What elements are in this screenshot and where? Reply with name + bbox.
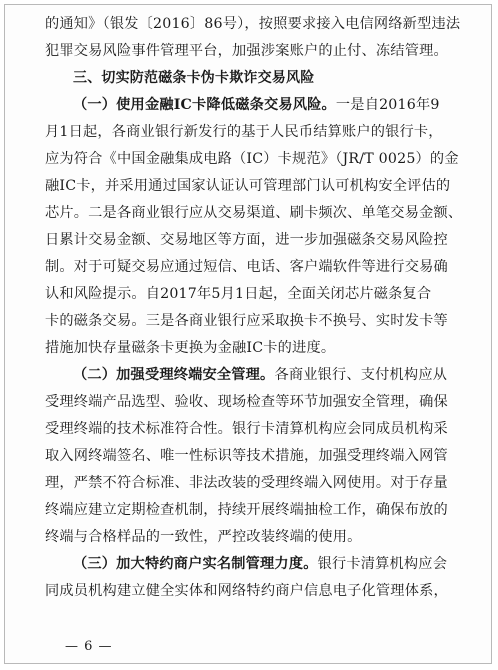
- text-line: 理，严禁不符合标准、非法改装的受理终端入网使用。对于存量: [45, 475, 448, 491]
- text-line: 制。对于可疑交易应通过短信、电话、客户端软件等进行交易确: [45, 259, 448, 275]
- text-line: 受理终端产品选型、验收、现场检查等环节加强安全管理，确保: [45, 394, 448, 410]
- text-line: 措施加快存量磁条卡更换为金融IC卡的进度。: [45, 340, 336, 356]
- subsection-heading: （一）使用金融IC卡降低磁条交易风险。: [73, 97, 336, 113]
- text-span: 银行卡清算机构应会: [317, 556, 448, 572]
- text-line: 终端应建立定期检查机制，持续开展终端抽检工作，确保布放的: [45, 502, 448, 518]
- text-line: 月1日起，各商业银行新发行的基于人民币结算账户的银行卡，: [45, 124, 443, 140]
- text-line: 犯罪交易风险事件管理平台，加强涉案账户的止付、冻结管理。: [45, 43, 448, 59]
- text-line: [45, 92, 475, 119]
- text-line: 日累计交易金额、交易地区等方面，进一步加强磁条交易风险控: [45, 232, 448, 248]
- text-line: [45, 551, 475, 578]
- text-line: 受理终端的技术标准符合性。银行卡清算机构应会同成员机构采: [45, 421, 448, 437]
- text-line: 取入网终端签名、唯一性标识等技术措施，加强受理终端入网管: [45, 448, 448, 464]
- subsection-heading: （三）加大特约商户实名制管理力度。: [73, 556, 318, 572]
- section-heading: 三、切实防范磁条卡伪卡欺诈交易风险: [73, 70, 315, 86]
- text-span: 一是自2016年9: [335, 97, 440, 113]
- text-line: [45, 362, 475, 389]
- text-line: 认和风险提示。自2017年5月1日起，全面关闭芯片磁条复合: [45, 286, 432, 302]
- text-line: 终端与合格样品的一致性，严控改装终端的使用。: [45, 529, 362, 545]
- document-page: [4, 4, 492, 664]
- text-line: 的通知》（银发〔2016〕86号），按照要求接入电信网络新型违法: [45, 16, 461, 32]
- text-span: 各商业银行、支付机构应从: [274, 367, 448, 383]
- text-line: 芯片。二是各商业银行应从交易渠道、刷卡频次、单笔交易金额、: [45, 205, 463, 221]
- text-line: 卡的磁条交易。三是各商业银行应采取换卡不换号、实时发卡等: [45, 313, 448, 329]
- document-body: [45, 11, 475, 605]
- page-number: — 6 —: [65, 639, 113, 654]
- text-line: 同成员机构建立健全实体和网络特约商户信息电子化管理体系，: [45, 583, 448, 599]
- text-line: 应为符合《中国金融集成电路（IC）卡规范》（JR/T 0025）的金: [45, 151, 459, 167]
- text-line: 融IC卡，并采用通过国家认证认可管理部门认可机构安全评估的: [45, 178, 451, 194]
- subsection-heading: （二）加强受理终端安全管理。: [73, 367, 275, 383]
